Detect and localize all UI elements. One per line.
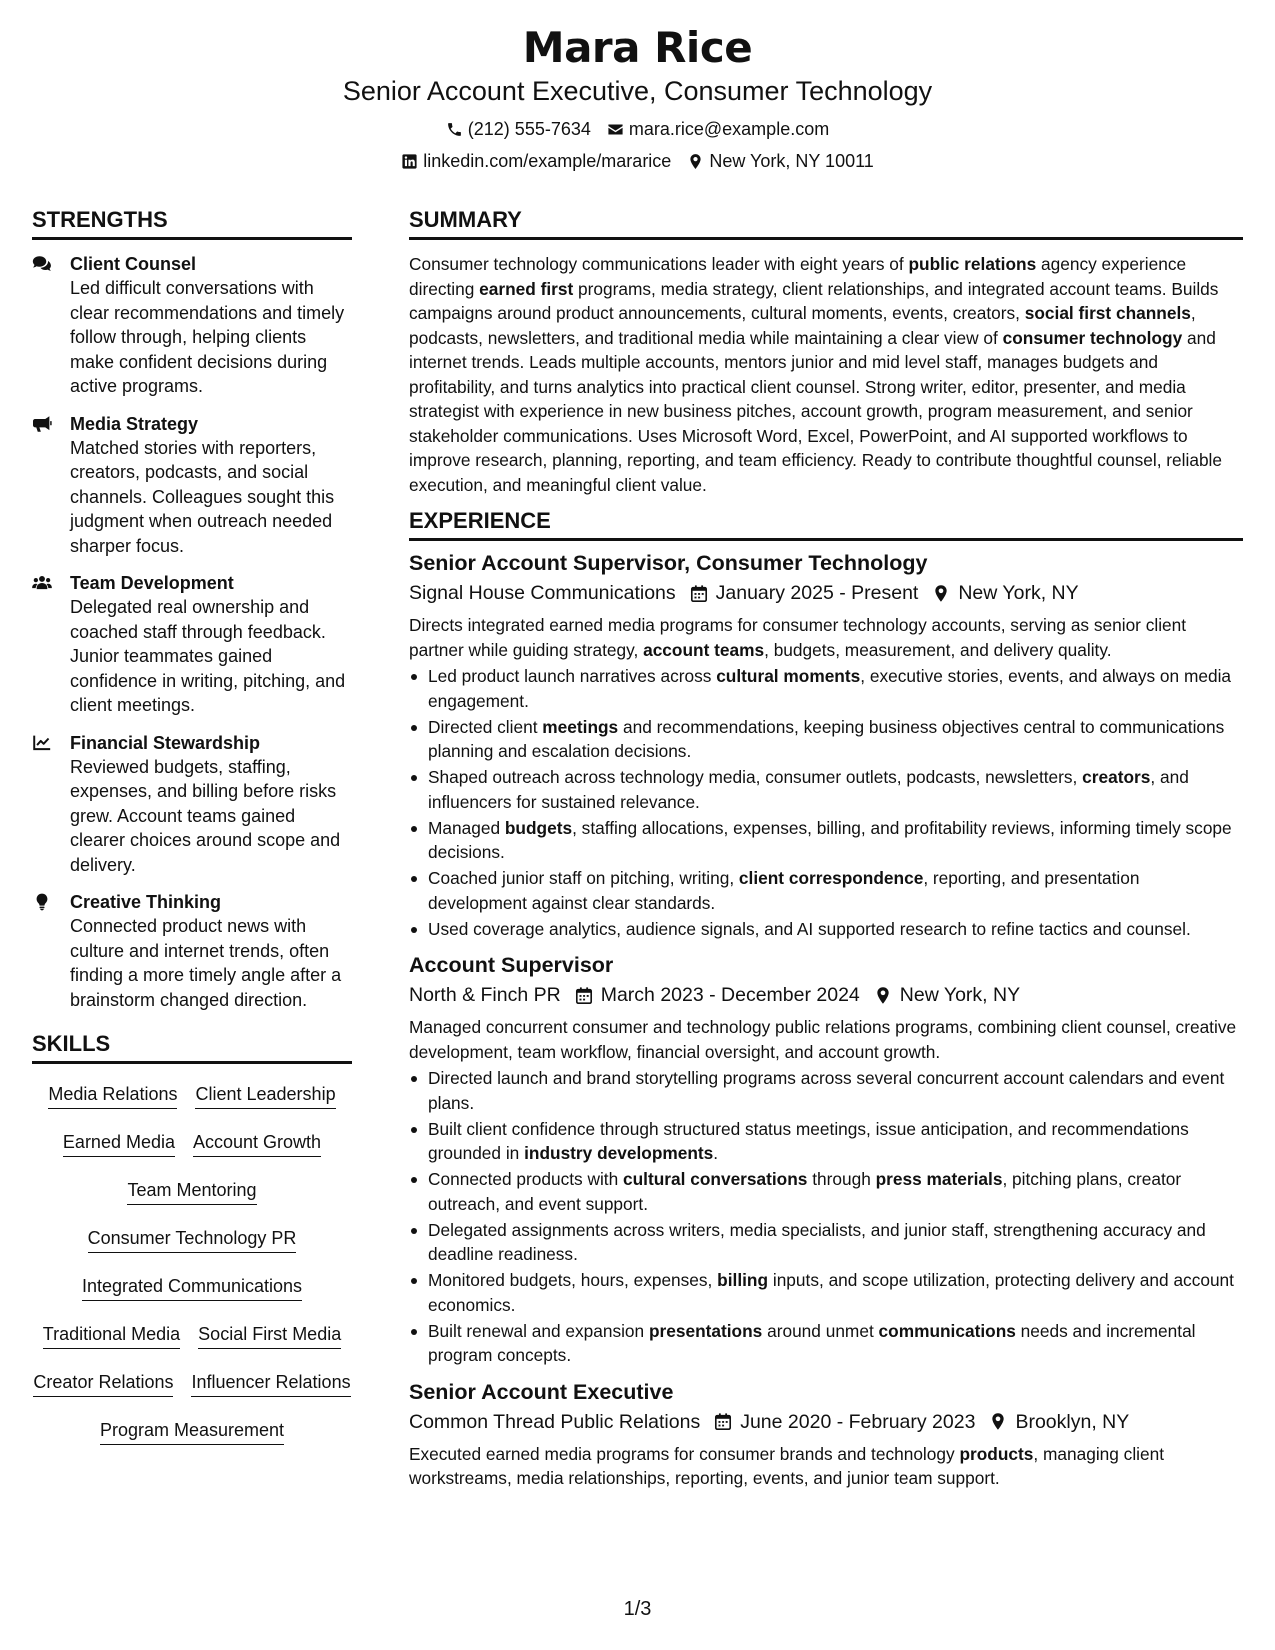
job-bullet: Built renewal and expansion presentations around unmet communications needs and incremental program concepts. bbox=[409, 1319, 1243, 1368]
job-location-text: Brooklyn, NY bbox=[1015, 1410, 1130, 1433]
job-title: Senior Account Executive bbox=[409, 1379, 674, 1404]
calendar-icon bbox=[575, 986, 593, 1005]
job-dates-text: June 2020 - February 2023 bbox=[740, 1410, 976, 1433]
job-bullet: Directed client meetings and recommendations, keeping business objectives central to communications planning and escalation decisions. bbox=[409, 715, 1243, 764]
skill-chip: Traditional Media bbox=[43, 1318, 180, 1349]
users-icon bbox=[32, 571, 70, 718]
bold-keyword: consumer technology bbox=[1002, 327, 1183, 348]
strengths-heading: STRENGTHS bbox=[32, 206, 352, 240]
bold-keyword: communications bbox=[878, 1320, 1016, 1341]
job-bullet: Used coverage analytics, audience signals, and AI supported research to refine tactics and counsel. bbox=[409, 917, 1243, 942]
right-column bbox=[409, 206, 1243, 1491]
calendar-icon bbox=[714, 1412, 732, 1431]
job-dates bbox=[690, 579, 919, 607]
job-title: Senior Account Supervisor, Consumer Technology bbox=[409, 551, 928, 575]
job-meta bbox=[409, 579, 1243, 607]
job-company: Signal House Communications bbox=[409, 582, 676, 604]
skill-chip: Integrated Communications bbox=[82, 1270, 302, 1301]
lightbulb-icon bbox=[32, 890, 70, 1012]
skill-chip: Influencer Relations bbox=[191, 1366, 350, 1397]
job-bullet: Managed budgets, staffing allocations, expenses, billing, and profitability reviews, informing timely scope decisions. bbox=[409, 816, 1243, 865]
candidate-headline: Senior Account Executive, Consumer Technology bbox=[342, 76, 933, 106]
linkedin-icon bbox=[401, 153, 418, 170]
job-meta bbox=[409, 1408, 1243, 1436]
job-location bbox=[989, 1408, 1129, 1436]
job-description: Managed concurrent consumer and technology public relations programs, combining client counsel, creative development, team workflow, financial oversight, and account growth. bbox=[409, 1017, 1237, 1062]
strength-item bbox=[32, 571, 352, 718]
map-marker-icon bbox=[687, 153, 704, 170]
contact-phone[interactable] bbox=[446, 118, 591, 140]
skill-chip: Team Mentoring bbox=[127, 1174, 256, 1205]
job-bullet: Coached junior staff on pitching, writing, client correspondence, reporting, and presentation development against clear standards. bbox=[409, 866, 1243, 915]
phone-icon bbox=[446, 121, 463, 138]
bold-keyword: industry developments bbox=[524, 1143, 714, 1163]
job-bullet: Shaped outreach across technology media, consumer outlets, podcasts, newsletters, creators, and influencers for sustained relevance. bbox=[409, 765, 1243, 814]
job-location-text: New York, NY bbox=[899, 984, 1021, 1006]
summary-heading: SUMMARY bbox=[409, 206, 1243, 240]
job-bullet: Connected products with cultural conversations through press materials, pitching plans, creator outreach, and event support. bbox=[409, 1167, 1243, 1216]
contact-linkedin[interactable] bbox=[401, 150, 671, 172]
bold-keyword: products bbox=[959, 1443, 1034, 1464]
candidate-name: Mara Rice bbox=[522, 23, 753, 72]
job-location bbox=[874, 981, 1020, 1009]
job-description: Executed earned media programs for consumer brands and technology products, managing client workstreams, media relationships, reporting, events, and junior team support. bbox=[409, 1443, 1165, 1488]
job-dates bbox=[575, 981, 860, 1009]
map-marker-icon bbox=[874, 986, 892, 1005]
contact-email[interactable] bbox=[607, 118, 829, 140]
bold-keyword: earned first bbox=[479, 278, 574, 299]
job-bullet: Led product launch narratives across cultural moments, executive stories, events, and always on media engagement. bbox=[409, 664, 1243, 713]
strength-desc: Matched stories with reporters, creators, podcasts, and social channels. Colleagues sought this judgment when outreach needed sharper focus. bbox=[70, 437, 335, 556]
page-number: 1/3 bbox=[623, 1598, 652, 1620]
job-location bbox=[932, 579, 1078, 607]
strength-item bbox=[32, 890, 352, 1012]
bold-keyword: account teams bbox=[643, 639, 765, 660]
contact-row-2 bbox=[0, 150, 1275, 172]
bold-keyword: social first channels bbox=[1024, 303, 1191, 323]
bold-keyword: client correspondence bbox=[738, 868, 924, 888]
strength-item bbox=[32, 731, 352, 878]
map-marker-icon bbox=[932, 584, 950, 603]
bold-keyword: budgets bbox=[504, 817, 573, 838]
job-title: Account Supervisor bbox=[409, 953, 614, 977]
strength-title: Creative Thinking bbox=[70, 892, 222, 912]
job-entry bbox=[409, 1378, 1243, 1491]
megaphone-icon bbox=[32, 412, 70, 559]
skill-chip: Client Leadership bbox=[195, 1078, 335, 1109]
job-bullet: Built client confidence through structured status meetings, issue anticipation, and recommendations grounded in industry developments. bbox=[409, 1117, 1243, 1166]
job-location-text: New York, NY bbox=[958, 582, 1079, 604]
comments-icon bbox=[32, 252, 70, 399]
job-entry bbox=[409, 549, 1243, 941]
bold-keyword: public relations bbox=[908, 254, 1037, 274]
bold-keyword: cultural conversations bbox=[623, 1169, 808, 1189]
skill-chip: Media Relations bbox=[48, 1078, 177, 1109]
resume-header bbox=[0, 22, 1275, 172]
bold-keyword: cultural moments bbox=[716, 666, 861, 686]
job-meta bbox=[409, 981, 1243, 1009]
summary-text: Consumer technology communications leader with eight years of public relations agency experience directing earned first programs, media strategy, client relationships, and integrated account teams. Builds campaigns around product announcements, cultural moments, events, creators, social first channels, podcasts, newsletters, and traditional media while maintaining a clear view of consumer technology and internet trends. Leads multiple accounts, mentors junior and mid level staff, manages budgets and profitability, and turns analytics into practical client counsel. Strong writer, editor, presenter, and media strategist with experience in new business pitches, account growth, program measurement, and senior stakeholder communications. Uses Microsoft Word, Excel, PowerPoint, and AI supported workflows to improve research, planning, reporting, and team efficiency. Ready to contribute thoughtful counsel, reliable execution, and meaningful client value. bbox=[409, 254, 1223, 495]
bold-keyword: meetings bbox=[542, 716, 619, 737]
experience-heading: EXPERIENCE bbox=[409, 507, 1243, 541]
contact-location bbox=[687, 150, 873, 172]
job-dates bbox=[714, 1408, 975, 1436]
bold-keyword: billing bbox=[717, 1270, 769, 1290]
strength-title: Client Counsel bbox=[70, 254, 197, 274]
linkedin-text: linkedin.com/example/mararice bbox=[423, 151, 672, 171]
skill-chip: Program Measurement bbox=[100, 1414, 284, 1445]
skill-chip: Account Growth bbox=[193, 1126, 321, 1157]
strength-title: Team Development bbox=[70, 573, 234, 593]
job-bullets bbox=[409, 664, 1243, 941]
bold-keyword: presentations bbox=[648, 1320, 763, 1341]
job-company: Common Thread Public Relations bbox=[409, 1410, 701, 1433]
strength-desc: Led difficult conversations with clear recommendations and timely follow through, helping clients make confident decisions during active programs. bbox=[70, 278, 345, 396]
job-bullet: Monitored budgets, hours, expenses, billing inputs, and scope utilization, protecting delivery and account economics. bbox=[409, 1268, 1243, 1317]
chart-line-icon bbox=[32, 731, 70, 878]
calendar-icon bbox=[690, 584, 708, 603]
strength-desc: Connected product news with culture and internet trends, often finding a more timely angle after a brainstorm changed direction. bbox=[70, 916, 342, 1010]
skill-chip: Earned Media bbox=[63, 1126, 175, 1157]
phone-text: (212) 555-7634 bbox=[467, 119, 591, 139]
map-marker-icon bbox=[989, 1412, 1007, 1431]
job-entry bbox=[409, 951, 1243, 1368]
email-text: mara.rice@example.com bbox=[628, 119, 830, 139]
skill-chip: Social First Media bbox=[198, 1318, 341, 1349]
strength-item bbox=[32, 412, 352, 559]
job-dates-text: January 2025 - Present bbox=[715, 582, 919, 604]
skills-list bbox=[32, 1076, 352, 1462]
job-company: North & Finch PR bbox=[409, 984, 561, 1006]
contact-row-1 bbox=[0, 118, 1275, 140]
strength-desc: Reviewed budgets, staffing, expenses, and billing before risks grew. Account teams gained clearer choices around scope and delivery. bbox=[70, 756, 341, 875]
job-bullet: Directed launch and brand storytelling programs across several concurrent account calendars and event plans. bbox=[409, 1066, 1243, 1115]
job-bullets bbox=[409, 1066, 1243, 1368]
bold-keyword: creators bbox=[1082, 767, 1151, 787]
strength-item bbox=[32, 252, 352, 399]
job-description: Directs integrated earned media programs for consumer technology accounts, serving as senior client partner while guiding strategy, account teams, budgets, measurement, and delivery quality. bbox=[409, 615, 1187, 660]
left-column bbox=[32, 206, 352, 1462]
location-text: New York, NY 10011 bbox=[709, 151, 874, 171]
strength-title: Financial Stewardship bbox=[70, 732, 261, 753]
strength-desc: Delegated real ownership and coached staff through feedback. Junior teammates gained confidence in writing, pitching, and client meetings. bbox=[70, 597, 346, 715]
skill-chip: Consumer Technology PR bbox=[88, 1222, 297, 1253]
job-bullet: Delegated assignments across writers, media specialists, and junior staff, strengthening accuracy and deadline readiness. bbox=[409, 1218, 1243, 1267]
envelope-icon bbox=[607, 121, 624, 138]
skill-chip: Creator Relations bbox=[33, 1366, 173, 1397]
strength-title: Media Strategy bbox=[70, 413, 199, 434]
skills-heading: SKILLS bbox=[32, 1030, 352, 1064]
bold-keyword: press materials bbox=[875, 1169, 1003, 1189]
job-dates-text: March 2023 - December 2024 bbox=[600, 984, 860, 1006]
